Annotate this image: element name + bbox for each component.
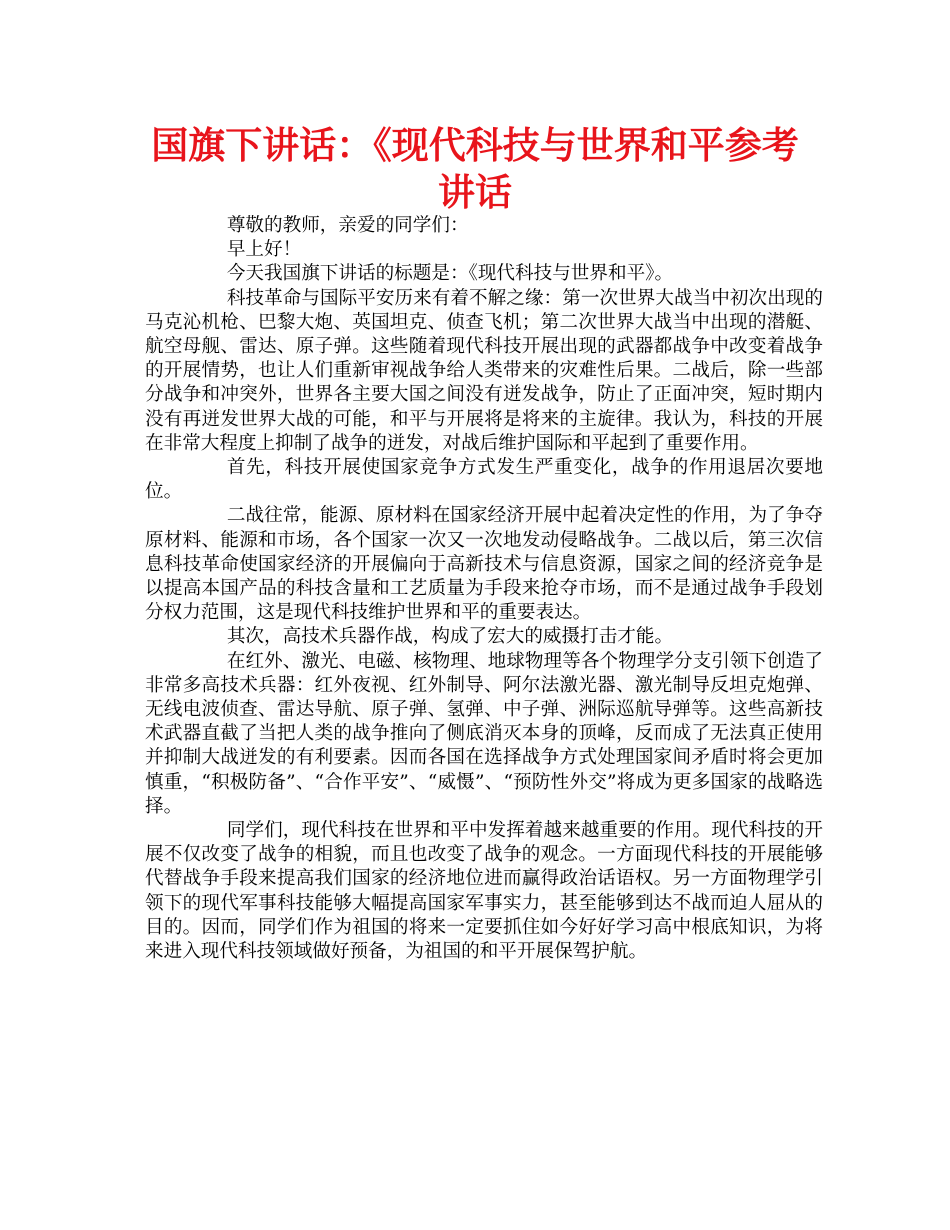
- closing-paragraph: 同学们，现代科技在世界和平中发挥着越来越重要的作用。现代科技的开展不仅改变了战争的相貌，而且也改变了战争的观念。一方面现代科技的开展能够代替战争手段来提高我们国家的经济地位进而赢得政治话语权。另一方面物理学引领下的现代军事科技能够大幅提高国家军事实力，甚至能够到达不战而迫人屈从的目的。因而，同学们作为祖国的将来一定要抓住如今好好学习高中根底知识，为将来进入现代科技领域做好预备，为祖国的和平开展保驾护航。: [145, 820, 823, 963]
- body-paragraph: 在红外、激光、电磁、核物理、地球物理等各个物理学分支引领下创造了非常多高技术兵器：红外夜视、红外制导、阿尔法激光器、激光制导反坦克炮弹、无线电波侦查、雷达导航、原子弹、氢弹、中子弹、洲际巡航导弹等。这些高新技术武器直截了当把人类的战争推向了侧底消灭本身的顶峰，反而成了无法真正使用并抑制大战迸发的有利要素。因而各国在选择战争方式处理国家间矛盾时将会更加慎重，“积极防备”、“合作平安”、“威慑”、“预防性外交”将成为更多国家的战略选择。: [145, 650, 823, 817]
- topic-paragraph: 今天我国旗下讲话的标题是：《现代科技与世界和平》。: [226, 263, 674, 285]
- body-paragraph: 首先，科技开展使国家竞争方式发生严重变化，战争的作用退居次要地位。: [145, 457, 823, 503]
- body-paragraph: 科技革命与国际平安历来有着不解之缘：第一次世界大战当中初次出现的马克沁机枪、巴黎大炮、英国坦克、侦查飞机；第二次世界大战当中出现的潜艇、航空母舰、雷达、原子弹。这些随着现代科技开展出现的武器都战争中改变着战争的开展情势，也让人们重新审视战争给人类带来的灾难性后果。二战后，除一些部分战争和冲突外，世界各主要大国之间没有迸发战争，防止了正面冲突，短时期内没有再迸发世界大战的可能，和平与开展将是将来的主旋律。我认为，科技的开展在非常大程度上抑制了战争的迸发，对战后维护国际和平起到了重要作用。: [145, 287, 823, 454]
- salutation-paragraph: 尊敬的教师，亲爱的同学们：: [226, 215, 469, 236]
- document-title: 国旗下讲话：《现代科技与世界和平参考讲话: [151, 124, 799, 214]
- body-paragraph: 二战往常，能源、原材料在国家经济开展中起着决定性的作用，为了争夺原材料、能源和市场，各个国家一次又一次地发动侵略战争。二战以后，第三次信息科技革命使国家经济的开展偏向于高新技术与信息资源，国家之间的经济竞争是以提高本国产品的科技含量和工艺质量为手段来抢夺市场，而不是通过战争手段划分权力范围，这是现代科技维护世界和平的重要表达。: [145, 505, 823, 624]
- document-body: [145, 214, 823, 964]
- body-paragraph: 其次，高技术兵器作战，构成了宏大的威摄打击才能。: [226, 626, 674, 648]
- greeting-paragraph: 早上好！: [226, 239, 302, 261]
